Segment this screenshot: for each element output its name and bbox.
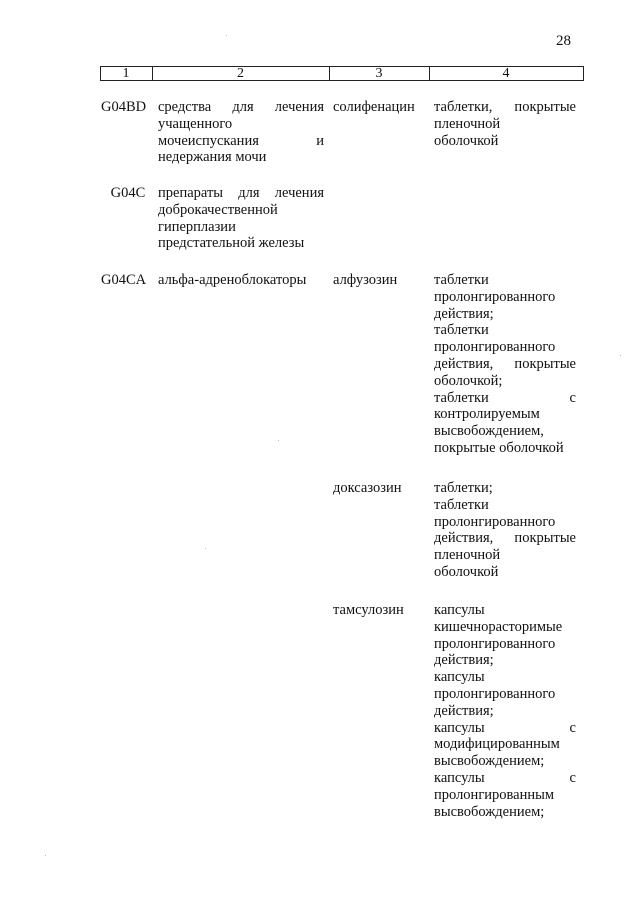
dosage-forms [434,480,576,581]
scan-speck [278,440,279,441]
form-line: действия; [434,305,494,322]
drug-name: солифенацин [333,99,415,115]
drug-name: алфузозин [333,272,398,288]
drug-name: доксазозин [333,480,402,496]
form-line: оболочкой [434,132,499,149]
name-line: мочеиспускания и [158,132,324,149]
name-line: недержания мочи [158,149,267,166]
form-line: модифицированным [434,736,560,753]
form-line: действия; [434,702,494,719]
header-divider [583,66,584,81]
row-name [158,99,324,166]
name-line: средства для лечения [158,99,324,115]
form-line: таблетки, покрытые [434,99,576,115]
form-line: высвобождением; [434,753,545,770]
form-line: кишечнорасторимые [434,618,563,635]
scan-speck [45,855,46,856]
scan-speck [226,35,227,36]
header-col-3: 3 [375,66,383,81]
name-line: препараты для лечения [158,185,324,201]
form-line: таблетки [434,322,489,339]
table-header [100,66,584,81]
scan-speck [205,548,206,549]
form-line: пленочной [434,115,501,132]
drug-name: тамсулозин [333,602,404,618]
form-line: пролонгированного [434,513,556,530]
form-line: таблетки; [434,480,493,496]
form-line: оболочкой; [434,372,503,389]
form-line: таблетки с [434,389,576,406]
form-line: капсулы [434,602,485,618]
row-name [158,272,324,289]
form-line: оболочкой [434,563,499,580]
header-col-1: 1 [122,66,130,81]
name-line: предстательной железы [158,235,305,252]
form-line: таблетки [434,272,489,288]
dosage-forms [434,272,576,457]
form-line: пролонгированным [434,786,555,803]
name-line: доброкачественной [158,201,278,218]
form-line: пролонгированного [434,635,556,652]
form-line: пролонгированного [434,339,556,356]
row-code: G04C [110,185,146,201]
row-code: G04CA [101,272,147,288]
form-line: таблетки [434,496,489,513]
header-col-4: 4 [502,66,510,81]
form-line: пролонгированного [434,288,556,305]
form-line: пролонгированного [434,685,556,702]
dosage-forms [434,602,576,820]
header-col-2: 2 [237,66,244,81]
form-line: действия, покрытые [434,355,576,372]
row-name [158,185,324,252]
row-code: G04BD [101,99,147,115]
form-line: высвобождением; [434,803,545,820]
dosage-forms [434,99,576,149]
form-line: покрытые оболочкой [434,439,564,456]
form-line: капсулы с [434,769,576,786]
page-number: 28 [556,33,571,49]
name-line: гиперплазии [158,218,236,235]
form-line: капсулы [434,669,485,686]
form-line: высвобождением, [434,423,544,440]
form-line: контролируемым [434,406,540,423]
form-line: действия; [434,652,494,669]
form-line: пленочной [434,547,501,564]
scan-speck [620,355,621,356]
form-line: капсулы с [434,719,576,736]
form-line: действия, покрытые [434,530,576,547]
name-line: альфа-адреноблокаторы [158,272,307,288]
name-line: учащенного [158,115,233,132]
